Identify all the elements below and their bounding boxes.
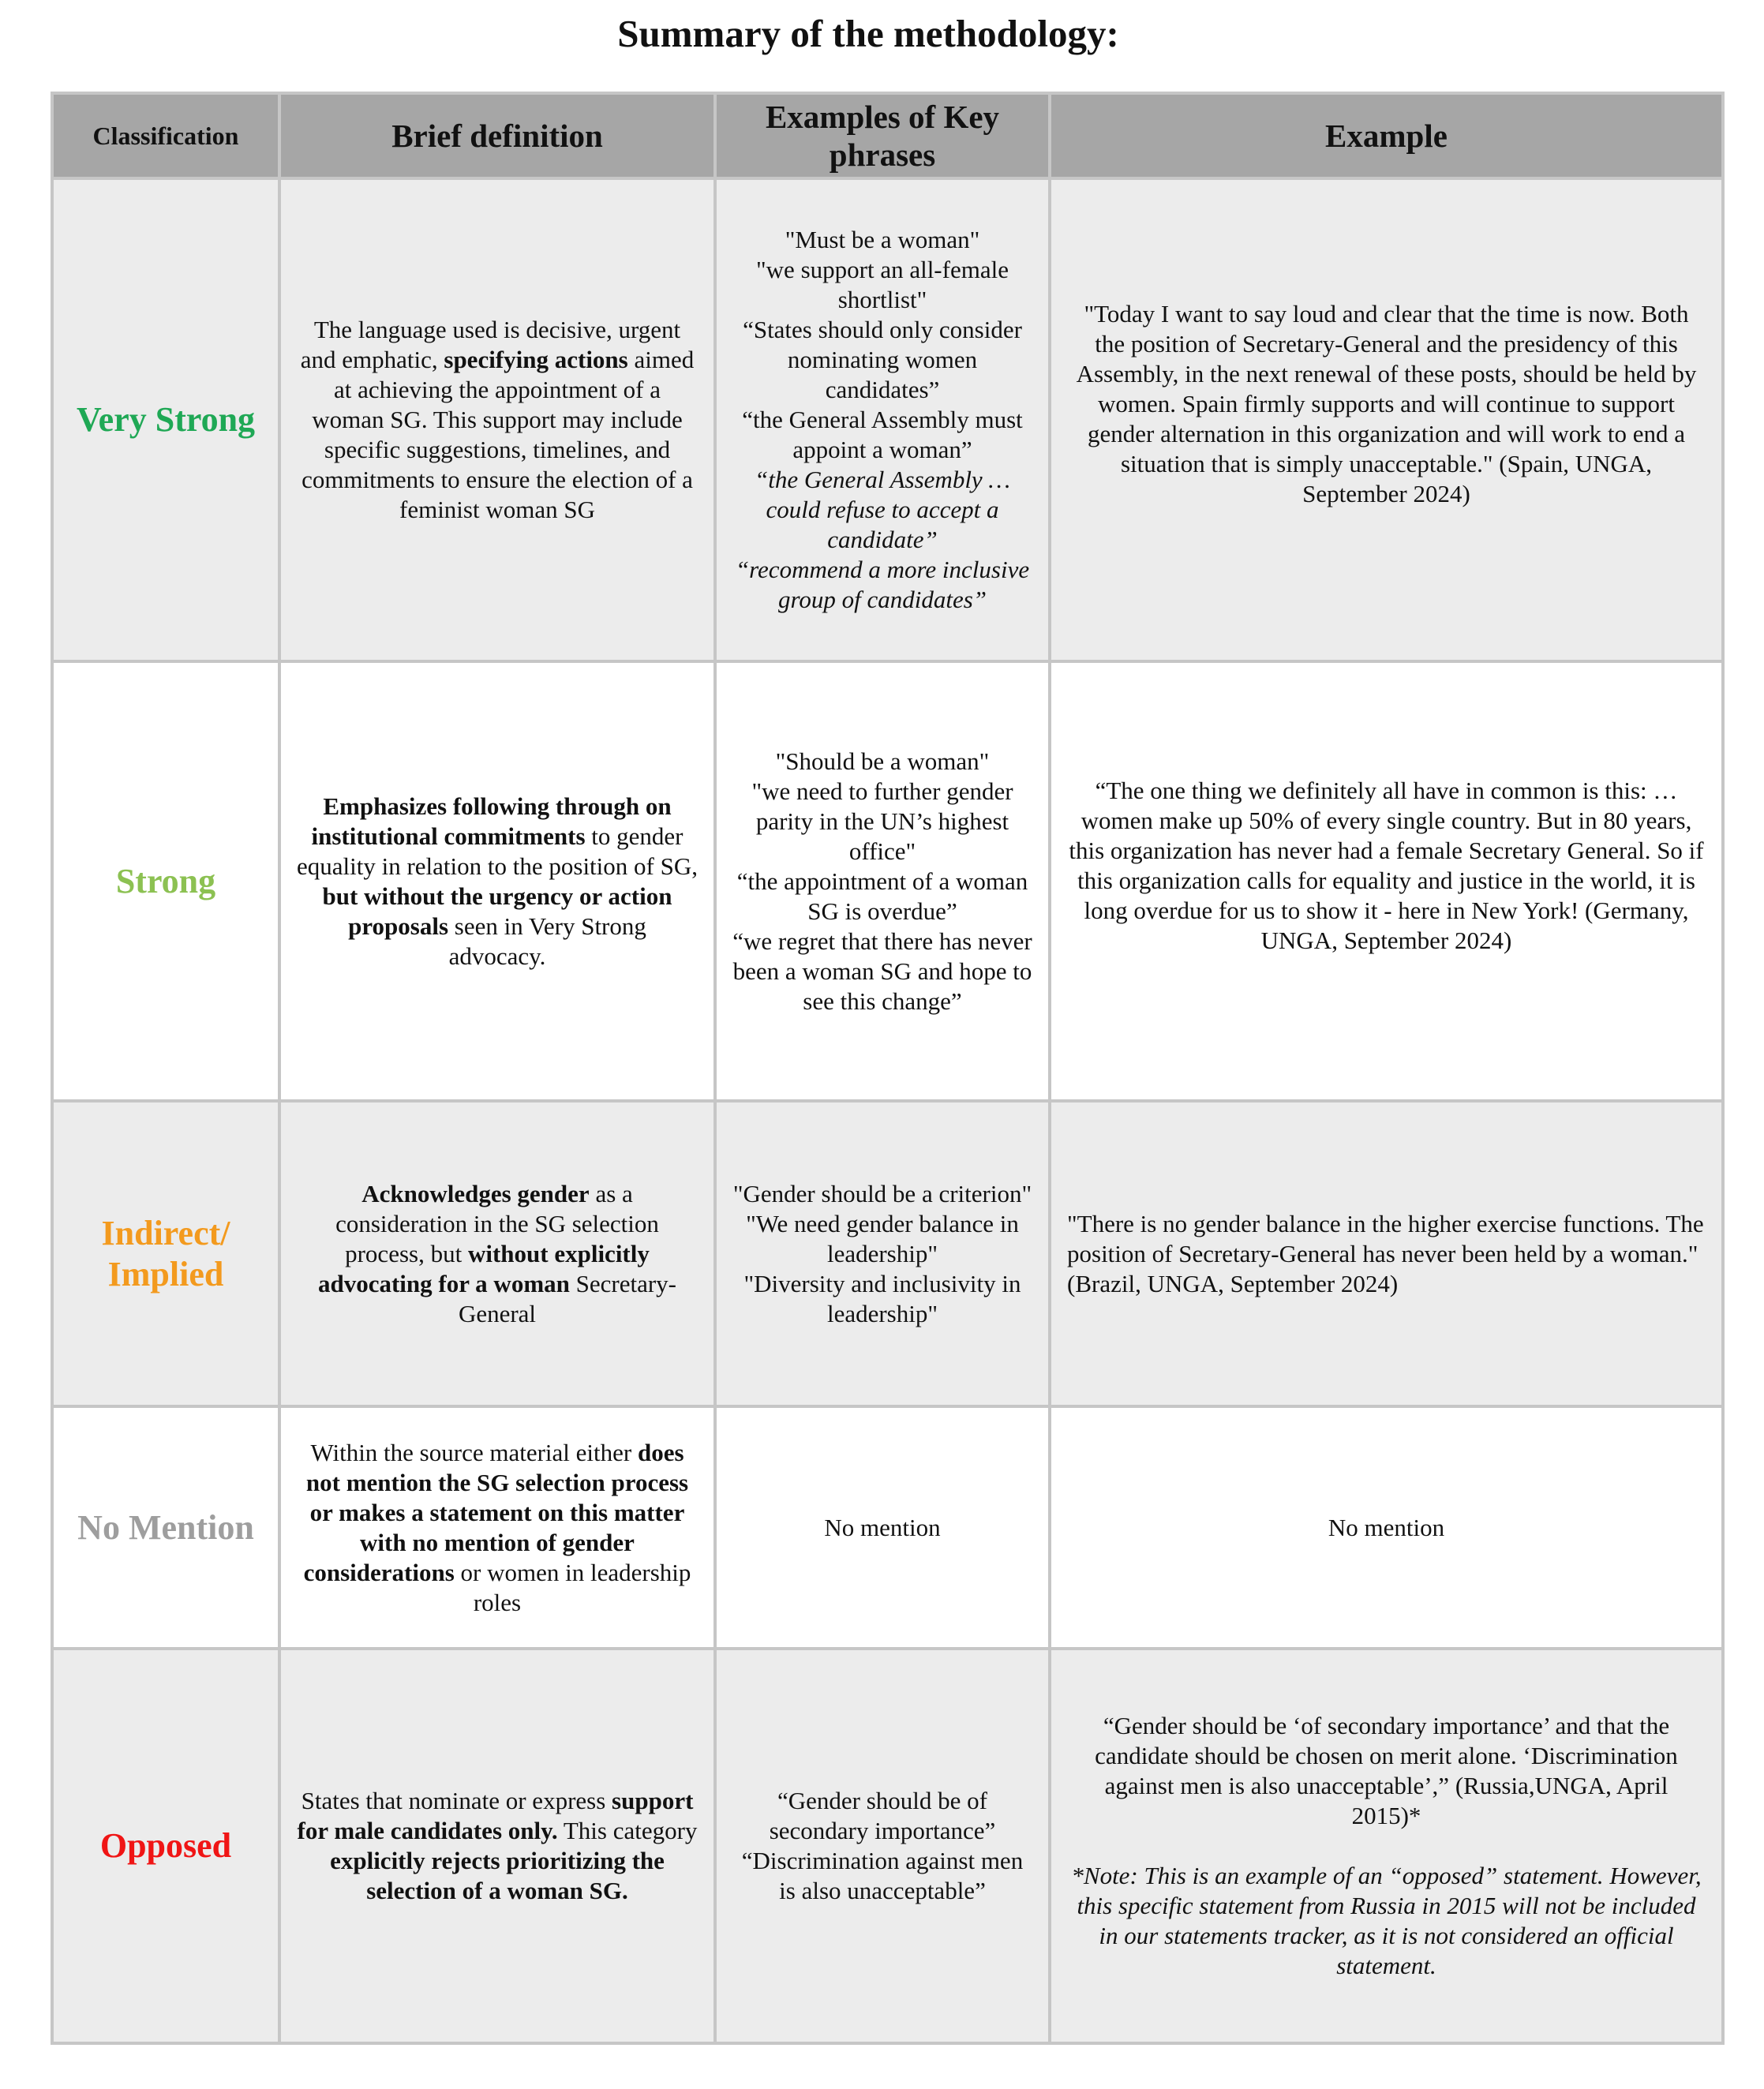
key-phrase: “States should only consider nominating women candidates” <box>743 316 1022 403</box>
definition-text: Within the source material either <box>310 1438 638 1466</box>
table-row <box>52 1649 1723 2043</box>
definition-cell <box>279 178 715 661</box>
key-phrase: “recommend a more inclusive group of candidates” <box>735 556 1030 613</box>
definition-cell <box>279 661 715 1101</box>
example-text: “The one thing we definitely all have in common is this: … women make up 50% of every single country. But in 80 years, this organization has never had a female Secretary General. So if this organization calls for equality and justice in the world, it is long overdue for us to show it - here in New York! (Germany, UNGA, September 2024) <box>1069 776 1704 954</box>
example-cell <box>1050 661 1723 1101</box>
definition-emphasis: explicitly rejects prioritizing the selection of a woman SG. <box>330 1847 665 1904</box>
definition-text: States that nominate or express <box>301 1787 612 1814</box>
definition-emphasis: without explicitly advocating for a woman <box>317 1239 650 1297</box>
classification-strong: Strong <box>52 661 279 1101</box>
key-phrase: No mention <box>824 1513 941 1541</box>
header-example: Example <box>1050 93 1723 178</box>
header-definition: Brief definition <box>279 93 715 178</box>
methodology-table <box>51 92 1725 2045</box>
definition-text: The language used is decisive, urgent and emphatic, <box>300 316 681 373</box>
table-row <box>52 661 1723 1101</box>
key-phrase: "We need gender balance in leadership" <box>746 1209 1019 1267</box>
example-text: “Gender should be ‘of secondary importance’ and that the candidate should be chosen on merit alone. ‘Discrimination against men is also unacceptable’,” (Russia,UNGA, April 2015)* <box>1095 1712 1678 1829</box>
phrases-cell <box>715 178 1050 661</box>
definition-text: seen in Very Strong advocacy. <box>448 912 646 970</box>
example-note: *Note: This is an example of an “opposed” statement. However, this specific statement from Russia in 2015 will not be included in our statements tracker, as it is not considered an official statement. <box>1071 1862 1702 1979</box>
definition-text: aimed at achieving the appointment of a woman SG. This support may include specific suggestions, timelines, and commitments to ensure the election of a feminist woman SG <box>301 346 695 523</box>
definition-cell <box>279 1406 715 1649</box>
spacer <box>1067 1831 1706 1861</box>
key-phrase: “the General Assembly … could refuse to accept a candidate” <box>754 466 1011 553</box>
definition-text: to gender equality in relation to the position of SG, <box>297 822 698 880</box>
definition-text: This category <box>557 1817 698 1844</box>
definition-text: or women in leadership roles <box>454 1558 691 1616</box>
key-phrase: “the appointment of a woman SG is overdue” <box>736 867 1028 925</box>
definition-text: as a consideration in the SG selection process, but <box>335 1179 659 1267</box>
key-phrase: “we regret that there has never been a woman SG and hope to see this change” <box>732 927 1032 1015</box>
table-row <box>52 1101 1723 1406</box>
example-text: "Today I want to say loud and clear that the time is now. Both the position of Secretary-General and the presidency of this Assembly, in the next renewal of these posts, should be held by women. Spain firmly supports and will continue to support gender alternation in this organization and will work to end a situation that is simply unacceptable." (Spain, UNGA, September 2024) <box>1076 300 1697 507</box>
definition-emphasis: specifying actions <box>444 346 628 373</box>
key-phrase: "Should be a woman" <box>775 747 990 775</box>
classification-no-mention: No Mention <box>52 1406 279 1649</box>
phrases-cell <box>715 1101 1050 1406</box>
key-phrase: "Must be a woman" <box>785 226 980 253</box>
phrases-cell <box>715 1649 1050 2043</box>
example-text: No mention <box>1328 1513 1445 1541</box>
definition-emphasis: Emphasizes following through on institutional commitments <box>311 792 672 850</box>
table-row <box>52 178 1723 661</box>
example-cell <box>1050 1406 1723 1649</box>
classification-opposed: Opposed <box>52 1649 279 2043</box>
key-phrase: "we support an all-female shortlist" <box>756 256 1009 313</box>
key-phrase: “Gender should be of secondary importance” <box>769 1787 996 1844</box>
key-phrase: "Diversity and inclusivity in leadership" <box>743 1269 1021 1327</box>
definition-cell <box>279 1101 715 1406</box>
example-cell <box>1050 178 1723 661</box>
header-phrases: Examples of Key phrases <box>715 93 1050 178</box>
key-phrase: "we need to further gender parity in the UN’s highest office" <box>751 777 1013 865</box>
key-phrase: "Gender should be a criterion" <box>732 1179 1032 1207</box>
key-phrase: “the General Assembly must appoint a woman” <box>742 406 1023 463</box>
definition-emphasis: support for male candidates only. <box>297 1787 694 1844</box>
classification-indirect: Indirect/ Implied <box>52 1101 279 1406</box>
header-classification: Classification <box>52 93 279 178</box>
example-text: "There is no gender balance in the higher exercise functions. The position of Secretary-General has never been held by a woman." (Brazil, UNGA, September 2024) <box>1067 1209 1704 1297</box>
key-phrase: “Discrimination against men is also unacceptable” <box>741 1847 1024 1904</box>
example-cell <box>1050 1101 1723 1406</box>
page-title: Summary of the methodology: <box>617 12 1119 55</box>
phrases-cell <box>715 1406 1050 1649</box>
definition-emphasis: Acknowledges gender <box>361 1179 590 1207</box>
example-cell <box>1050 1649 1723 2043</box>
definition-text: Secretary-General <box>458 1269 677 1327</box>
definition-cell <box>279 1649 715 2043</box>
table-row <box>52 1406 1723 1649</box>
phrases-cell <box>715 661 1050 1101</box>
header-row <box>52 93 1723 178</box>
classification-very-strong: Very Strong <box>52 178 279 661</box>
definition-emphasis: does not mention the SG selection process or makes a statement on this matter with no mention of gender considerations <box>303 1438 689 1586</box>
definition-emphasis: but without the urgency or action proposals <box>322 882 672 940</box>
